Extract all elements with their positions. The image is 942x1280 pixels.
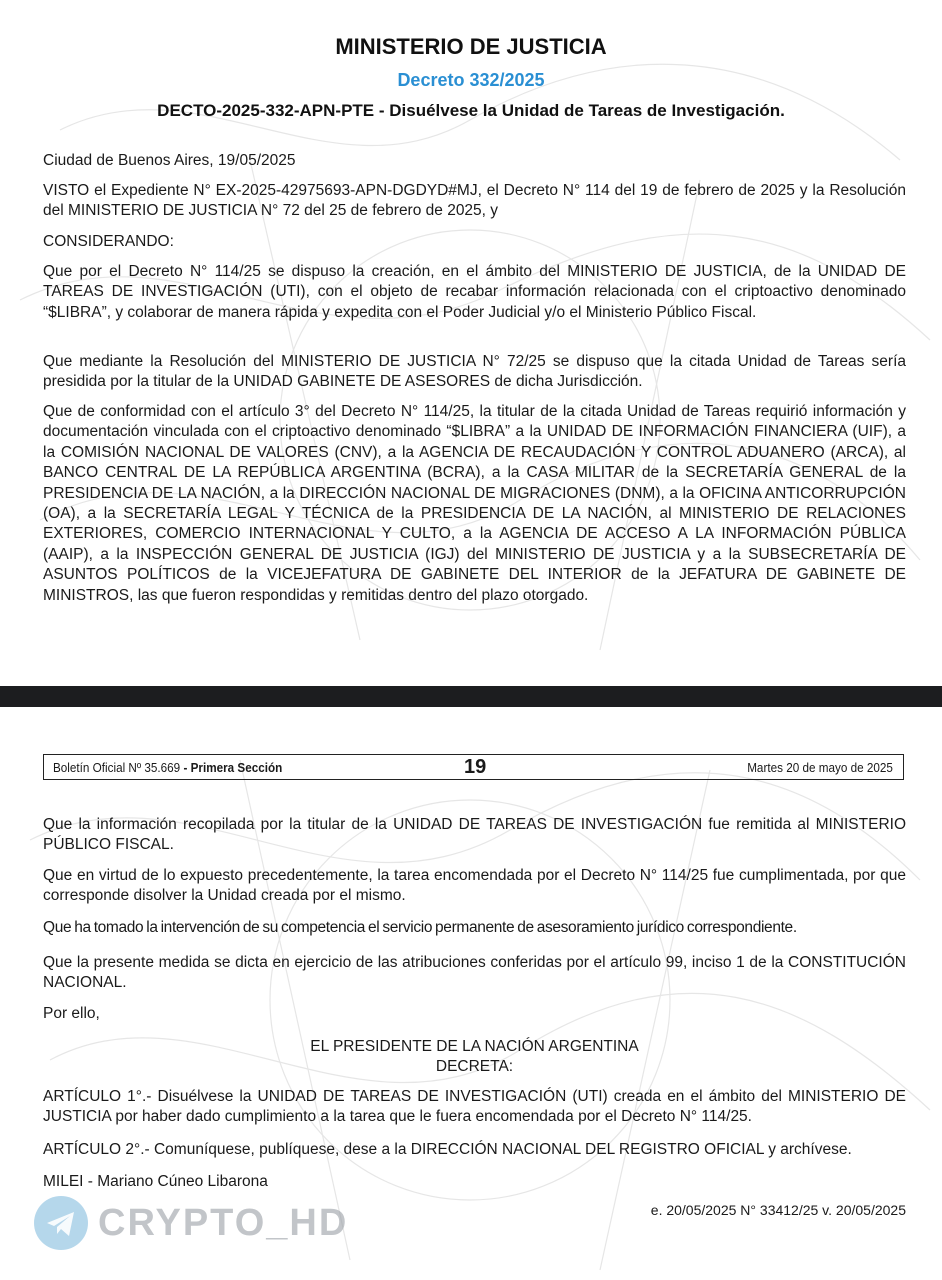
paragraph-1: Que por el Decreto N° 114/25 se dispuso la creación, en el ámbito del MINISTERIO DE JUSTICIA, de la UNIDAD DE TAREAS DE INVESTIGACIÓN (UTI), con el objeto de recabar información relacionada con el criptoactivo denominado “$LIBRA”, y colaborar de manera rápida y expedita con el Poder Judicial y/o el Ministerio Público Fiscal. [43,263,906,321]
paragraph-4: Que la información recopilada por la titular de la UNIDAD DE TAREAS DE INVESTIGACIÓN fue remitida al MINISTERIO PÚBLICO FISCAL. [43,816,906,854]
ministry-title: MINISTERIO DE JUSTICIA [335,34,607,59]
bulletin-issue [53,760,282,775]
page-divider [0,686,942,707]
por-ello: Por ello, [43,1005,100,1022]
crypto-hd-watermark [34,1196,364,1252]
article-2: ARTÍCULO 2°.- Comuníquese, publíquese, dese a la DIRECCIÓN NACIONAL DEL REGISTRO OFICIAL y archívese. [43,1141,852,1158]
bulletin-date: Martes 20 de mayo de 2025 [747,760,893,775]
paragraph-5: Que en virtud de lo expuesto precedentemente, la tarea encomendada por el Decreto N° 114/25 fue cumplimentada, por que corresponde disolver la Unidad creada por el mismo. [43,867,906,905]
watermark-text: CRYPTO_HD [98,1202,349,1244]
signature: MILEI - Mariano Cúneo Libarona [43,1173,268,1190]
bulletin-number: Boletín Oficial Nº 35.669 [53,760,181,775]
paragraph-2: Que mediante la Resolución del MINISTERIO DE JUSTICIA N° 72/25 se dispuso que la citada Unidad de Tareas sería presidida por la titular de la UNIDAD GABINETE DE ASESORES de dicha Jurisdicción. [43,353,906,391]
publication-reference: e. 20/05/2025 N° 33412/25 v. 20/05/2025 [650,1202,906,1218]
paragraph-6: Que ha tomado la intervención de su competencia el servicio permanente de asesoramiento jurídico correspondiente. [43,919,797,936]
article-1: ARTÍCULO 1°.- Disuélvese la UNIDAD DE TAREAS DE INVESTIGACIÓN (UTI) creada en el ámbito del MINISTERIO DE JUSTICIA por haber dado cumplimiento a la tarea que le fuera encomendada por el Decreto N° 114/25. [43,1088,906,1126]
page-number: 19 [464,756,487,778]
president-heading: EL PRESIDENTE DE LA NACIÓN ARGENTINA [310,1038,639,1055]
paragraph-3: Que de conformidad con el artículo 3° del Decreto N° 114/25, la titular de la citada Unidad de Tareas requirió información y documentación vinculada con el criptoactivo denominado “$LIBRA” a la UNIDAD DE INFORMACIÓN FINANCIERA (UIF), a la COMISIÓN NACIONAL DE VALORES (CNV), a la AGENCIA DE RECAUDACIÓN Y CONTROL ADUANERO (ARCA), al BANCO CENTRAL DE LA REPÚBLICA ARGENTINA (BCRA), a la CASA MILITAR de la SECRETARÍA GENERAL de la PRESIDENCIA DE LA NACIÓN, a la DIRECCIÓN NACIONAL DE MIGRACIONES (DNM), a la OFICINA ANTICORRUPCIÓN (OA), a la SECRETARÍA LEGAL Y TÉCNICA de la PRESIDENCIA DE LA NACIÓN, al MINISTERIO DE RELACIONES EXTERIORES, COMERCIO INTERNACIONAL Y CULTO, a la AGENCIA DE ACCESO A LA INFORMACIÓN PÚBLICA (AAIP), a la INSPECCIÓN GENERAL DE JUSTICIA (IGJ) del MINISTERIO DE JUSTICIA y a la SUBSECRETARÍA DE ASUNTOS POLÍTICOS de la VICEJEFATURA DE GABINETE DEL INTERIOR de la JEFATURA DE GABINETE DE MINISTROS, las que fueron respondidas y remitidas dentro del plazo otorgado. [43,403,906,604]
considerando-heading: CONSIDERANDO: [43,233,174,250]
decree-subtitle: DECTO-2025-332-APN-PTE - Disuélvese la Unidad de Tareas de Investigación. [157,101,785,120]
telegram-icon [34,1196,88,1250]
visto-paragraph: VISTO el Expediente N° EX-2025-42975693-APN-DGDYD#MJ, el Decreto N° 114 del 19 de febrero de 2025 y la Resolución del MINISTERIO DE JUSTICIA N° 72 del 25 de febrero de 2025, y [43,182,906,220]
decree-number: Decreto 332/2025 [397,70,545,90]
decreta-heading: DECRETA: [435,1058,514,1075]
paragraph-7: Que la presente medida se dicta en ejercicio de las atribuciones conferidas por el artículo 99, inciso 1 de la CONSTITUCIÓN NACIONAL. [43,954,906,992]
telegram-plane-icon [34,1196,88,1250]
bulletin-section: - Primera Sección [180,760,283,775]
place-date: Ciudad de Buenos Aires, 19/05/2025 [43,152,296,169]
bulletin-page-header [43,754,904,780]
